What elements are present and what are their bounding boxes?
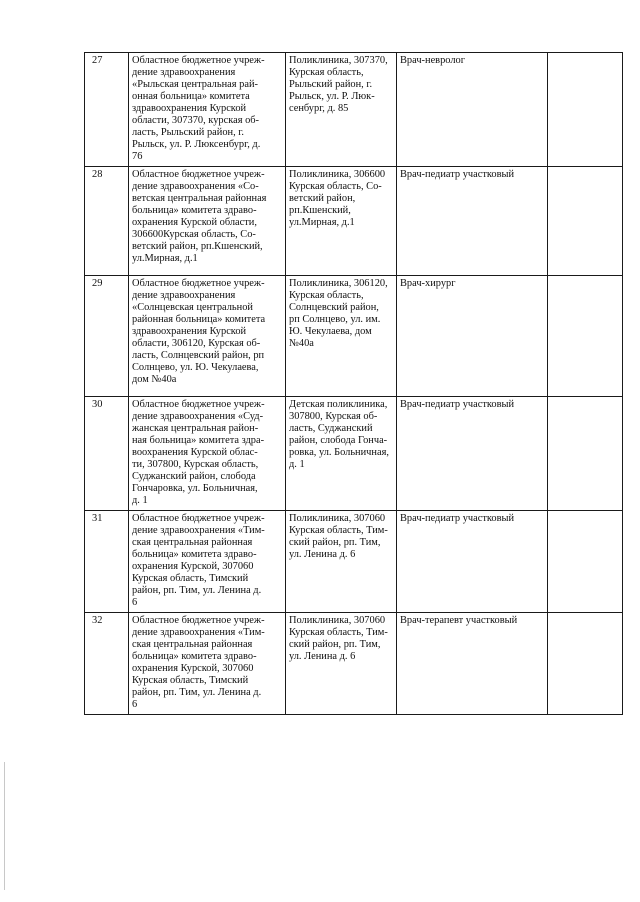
empty-cell bbox=[548, 167, 623, 276]
empty-cell bbox=[548, 276, 623, 397]
position-cell: Врач-педиатр участковый bbox=[397, 167, 548, 276]
row-number: 30 bbox=[85, 397, 129, 511]
table-row bbox=[85, 53, 623, 167]
organization-cell bbox=[129, 397, 286, 511]
empty-cell bbox=[548, 613, 623, 715]
empty-cell bbox=[548, 53, 623, 167]
table-row bbox=[85, 613, 623, 715]
address-cell bbox=[286, 276, 397, 397]
organization-text: Областное бюджетное учреж- дение здравоохранения «Со- ветская центральная районная больница» комитета здраво- охранения Курской области, 306600Курская область, Со- ветский район, рп.Кшенский, ул.Мирная, д.1 bbox=[132, 169, 267, 264]
organization-cell bbox=[129, 613, 286, 715]
address-cell bbox=[286, 397, 397, 511]
address-text: Поликлиника, 307060 Курская область, Тим- ский район, рп. Тим, ул. Ленина д. 6 bbox=[289, 615, 388, 662]
vacancy-table bbox=[84, 52, 623, 715]
organization-cell bbox=[129, 511, 286, 613]
row-number: 27 bbox=[85, 53, 129, 167]
address-text: Поликлиника, 306120, Курская область, Солнцевский район, рп Солнцево, ул. им. Ю. Чекулаева, дом №40а bbox=[289, 278, 388, 349]
address-text: Поликлиника, 307060 Курская область, Тим- ский район, рп. Тим, ул. Ленина д. 6 bbox=[289, 513, 388, 560]
organization-cell bbox=[129, 276, 286, 397]
organization-cell bbox=[129, 53, 286, 167]
address-cell bbox=[286, 53, 397, 167]
position-cell: Врач-невролог bbox=[397, 53, 548, 167]
table-row bbox=[85, 511, 623, 613]
position-cell: Врач-хирург bbox=[397, 276, 548, 397]
table-row bbox=[85, 167, 623, 276]
position-cell: Врач-педиатр участковый bbox=[397, 397, 548, 511]
address-cell bbox=[286, 167, 397, 276]
position-cell: Врач-педиатр участковый bbox=[397, 511, 548, 613]
organization-text: Областное бюджетное учреж- дение здравоохранения «Тим- ская центральная районная больница» комитета здраво- охранения Курской, 307060 Курская область, Тимский район, рп. Тим, ул. Ленина д. 6 bbox=[132, 513, 265, 608]
empty-cell bbox=[548, 397, 623, 511]
organization-cell bbox=[129, 167, 286, 276]
scan-margin-line bbox=[4, 762, 5, 890]
address-text: Поликлиника, 306600 Курская область, Со- ветский район, рп.Кшенский, ул.Мирная, д.1 bbox=[289, 169, 386, 228]
address-cell bbox=[286, 511, 397, 613]
address-text: Детская поликлиника, 307800, Курская об- ласть, Суджанский район, слобода Гонча- ровка, ул. Больничная, д. 1 bbox=[289, 399, 389, 470]
address-cell bbox=[286, 613, 397, 715]
row-number: 32 bbox=[85, 613, 129, 715]
table-row bbox=[85, 397, 623, 511]
position-cell: Врач-терапевт участковый bbox=[397, 613, 548, 715]
organization-text: Областное бюджетное учреж- дение здравоохранения «Солнцевская центральной районная больница» комитета здравоохранения Курской области, 306120, Курская об- ласть, Солнцевский район, рп Солнцево, ул. Ю. Чекулаева, дом №40а bbox=[132, 278, 266, 385]
address-text: Поликлиника, 307370, Курская область, Рыльский район, г. Рыльск, ул. Р. Люк- сенбург, д. 85 bbox=[289, 55, 388, 114]
row-number: 29 bbox=[85, 276, 129, 397]
empty-cell bbox=[548, 511, 623, 613]
organization-text: Областное бюджетное учреж- дение здравоохранения «Рыльская центральная рай- онная больница» комитета здравоохранения Курской области, 307370, курская об- ласть, Рыльский район, г. Рыльск, ул. Р. Люксенбург, д. 76 bbox=[132, 55, 265, 162]
organization-text: Областное бюджетное учреж- дение здравоохранения «Суд- жанская центральная район- ная больница» комитета здра- воохранения Курской облас- ти, 307800, Курская область, Суджанский район, слобода Гончаровка, ул. Больничная, д. 1 bbox=[132, 399, 265, 506]
table-row bbox=[85, 276, 623, 397]
row-number: 31 bbox=[85, 511, 129, 613]
row-number: 28 bbox=[85, 167, 129, 276]
organization-text: Областное бюджетное учреж- дение здравоохранения «Тим- ская центральная районная больница» комитета здраво- охранения Курской, 307060 Курская область, Тимский район, рп. Тим, ул. Ленина д. 6 bbox=[132, 615, 265, 710]
